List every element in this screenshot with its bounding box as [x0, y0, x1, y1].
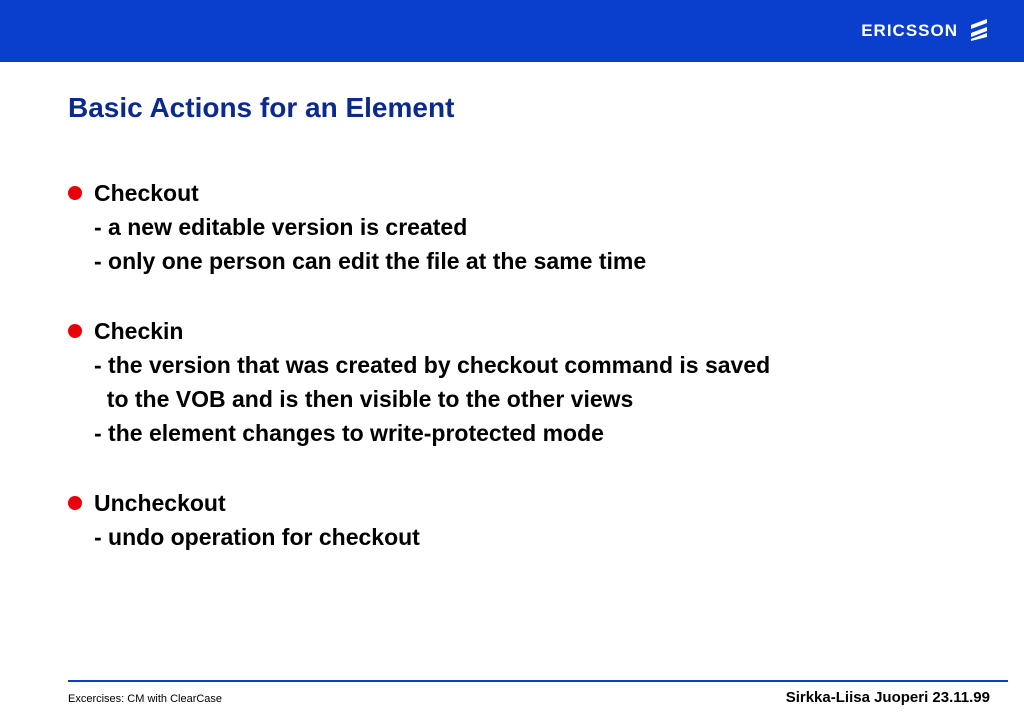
bullet-heading: Checkin	[94, 318, 184, 344]
bullet-uncheckout	[68, 486, 968, 554]
slide-title: Basic Actions for an Element	[68, 92, 455, 123]
logo-text: ERICSSON	[861, 21, 958, 40]
ericsson-logo	[861, 16, 990, 46]
bullet-list	[68, 176, 968, 590]
bullet-dot	[68, 324, 82, 338]
bullet-line: - undo operation for checkout	[94, 524, 420, 550]
bullet-checkin	[68, 314, 968, 450]
bullet-checkout	[68, 176, 968, 278]
bullet-dot	[68, 186, 82, 200]
footer-course: Excercises: CM with ClearCase	[68, 693, 223, 705]
bullet-dot	[68, 496, 82, 510]
bullet-line: to the VOB and is then visible to the other views	[94, 386, 634, 412]
bullet-line: - the version that was created by checkout command is saved	[94, 352, 771, 378]
bullet-line: - a new editable version is created	[94, 214, 468, 240]
bullet-line: - the element changes to write-protected mode	[94, 420, 604, 446]
footer-author-date: Sirkka-Liisa Juoperi 23.11.99	[785, 689, 990, 706]
ericsson-logo-icon	[968, 18, 990, 44]
bullet-line: - only one person can edit the file at the same time	[94, 248, 647, 274]
bullet-heading: Checkout	[94, 180, 199, 206]
footer-divider	[68, 680, 1008, 682]
bullet-heading: Uncheckout	[94, 490, 226, 516]
header-bar	[0, 0, 1024, 62]
